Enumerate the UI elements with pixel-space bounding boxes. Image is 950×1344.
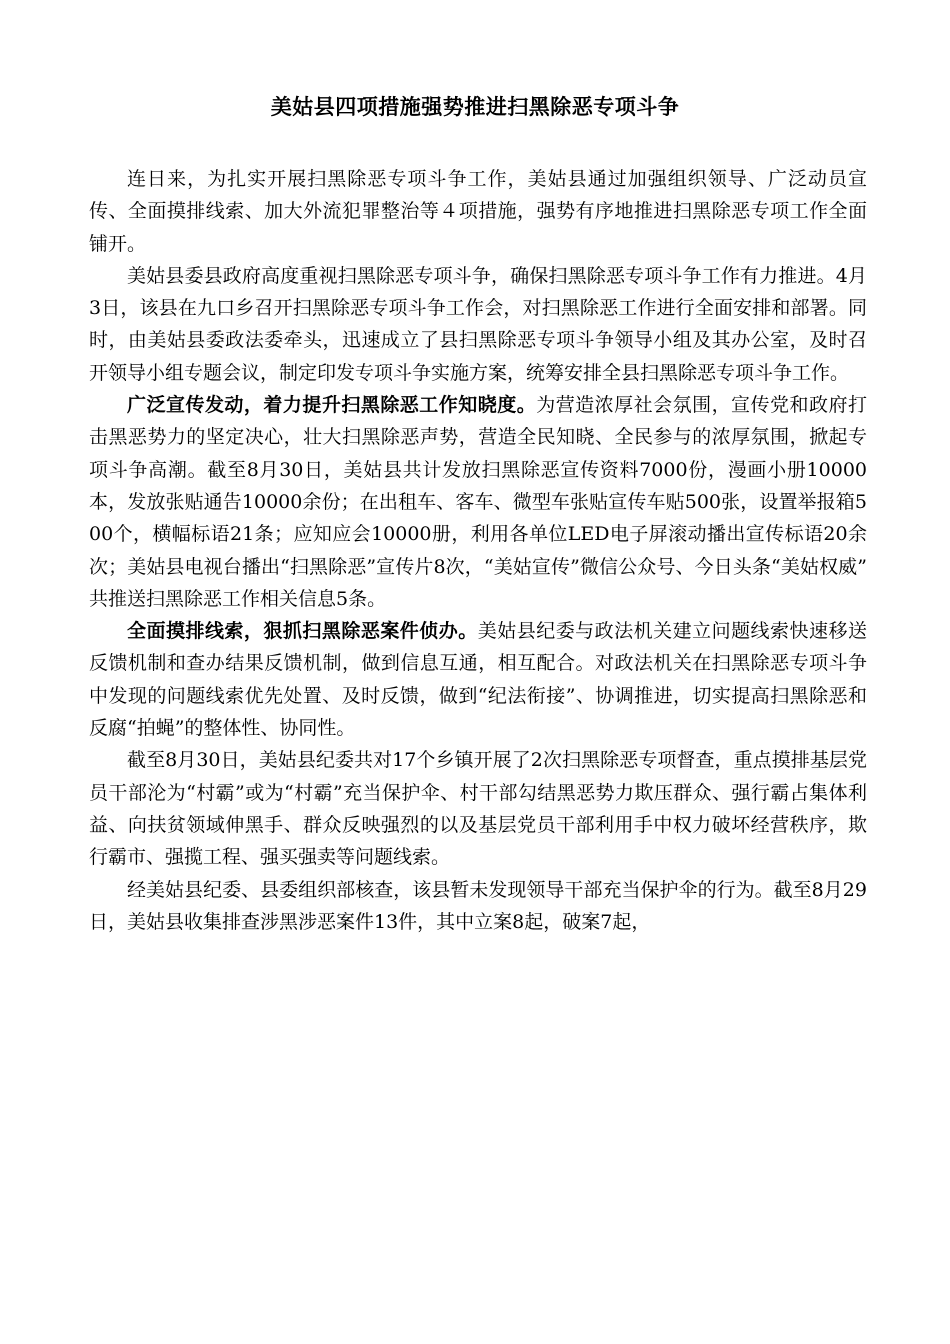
document-body bbox=[89, 163, 867, 938]
paragraph-3 bbox=[89, 389, 867, 615]
paragraph-1 bbox=[89, 163, 867, 260]
paragraph-1-text: 连日来，为扎实开展扫黑除恶专项斗争工作，美姑县通过加强组织领导、广泛动员宣传、全面摸排线索、加大外流犯罪整治等４项措施，强势有序地推进扫黑除恶专项工作全面铺开。 bbox=[89, 168, 867, 255]
paragraph-6-text: 经美姑县纪委、县委组织部核查，该县暂未发现领导干部充当保护伞的行为。截至8月29日，美姑县收集排查涉黑涉恶案件13件，其中立案8起，破案7起， bbox=[89, 878, 867, 933]
paragraph-4-text: 美姑县纪委与政法机关建立问题线索快速移送反馈机制和查办结果反馈机制，做到信息互通，相互配合。对政法机关在扫黑除恶专项斗争中发现的问题线索优先处置、及时反馈，做到“纪法衔接”、协调推进，切实提高扫黑除恶和反腐“拍蝇”的整体性、协同性。 bbox=[89, 620, 867, 740]
paragraph-3-text: 为营造浓厚社会氛围，宣传党和政府打击黑恶势力的坚定决心，壮大扫黑除恶声势，营造全民知晓、全民参与的浓厚氛围，掀起专项斗争高潮。截至8月30日，美姑县共计发放扫黑除恶宣传资料7000份，漫画小册10000本，发放张贴通告10000余份；在出租车、客车、微型车张贴宣传车贴500张，设置举报箱500个，横幅标语21条；应知应会10000册，利用各单位LED电子屏滚动播出宣传标语20余次；美姑县电视台播出“扫黑除恶”宣传片8次，“美姑宣传”微信公众号、今日头条“美姑权威” 共推送扫黑除恶工作相关信息5条。 bbox=[89, 394, 867, 610]
paragraph-5-text: 截至8月30日，美姑县纪委共对17个乡镇开展了2次扫黑除恶专项督查，重点摸排基层党员干部沦为“村霸”或为“村霸”充当保护伞、村干部勾结黑恶势力欺压群众、强行霸占集体利益、向扶贫领域伸黑手、群众反映强烈的以及基层党员干部利用手中权力破坏经营秩序，欺行霸市、强揽工程、强买强卖等问题线索。 bbox=[89, 749, 867, 869]
paragraph-6 bbox=[89, 874, 867, 939]
paragraph-4-lead: 全面摸排线索，狠抓扫黑除恶案件侦办。 bbox=[127, 620, 478, 643]
paragraph-2 bbox=[89, 260, 867, 389]
paragraph-3-lead: 广泛宣传发动，着力提升扫黑除恶工作知晓度。 bbox=[127, 394, 537, 417]
paragraph-4 bbox=[89, 615, 867, 744]
document-title: 美姑县四项措施强势推进扫黑除恶专项斗争 bbox=[270, 94, 680, 119]
paragraph-2-text: 美姑县委县政府高度重视扫黑除恶专项斗争，确保扫黑除恶专项斗争工作有力推进。4月3日，该县在九口乡召开扫黑除恶专项斗争工作会，对扫黑除恶工作进行全面安排和部署。同时，由美姑县委政法委牵头，迅速成立了县扫黑除恶专项斗争领导小组及其办公室，及时召开领导小组专题会议，制定印发专项斗争实施方案，统筹安排全县扫黑除恶专项斗争工作。 bbox=[89, 264, 867, 384]
paragraph-5 bbox=[89, 744, 867, 873]
